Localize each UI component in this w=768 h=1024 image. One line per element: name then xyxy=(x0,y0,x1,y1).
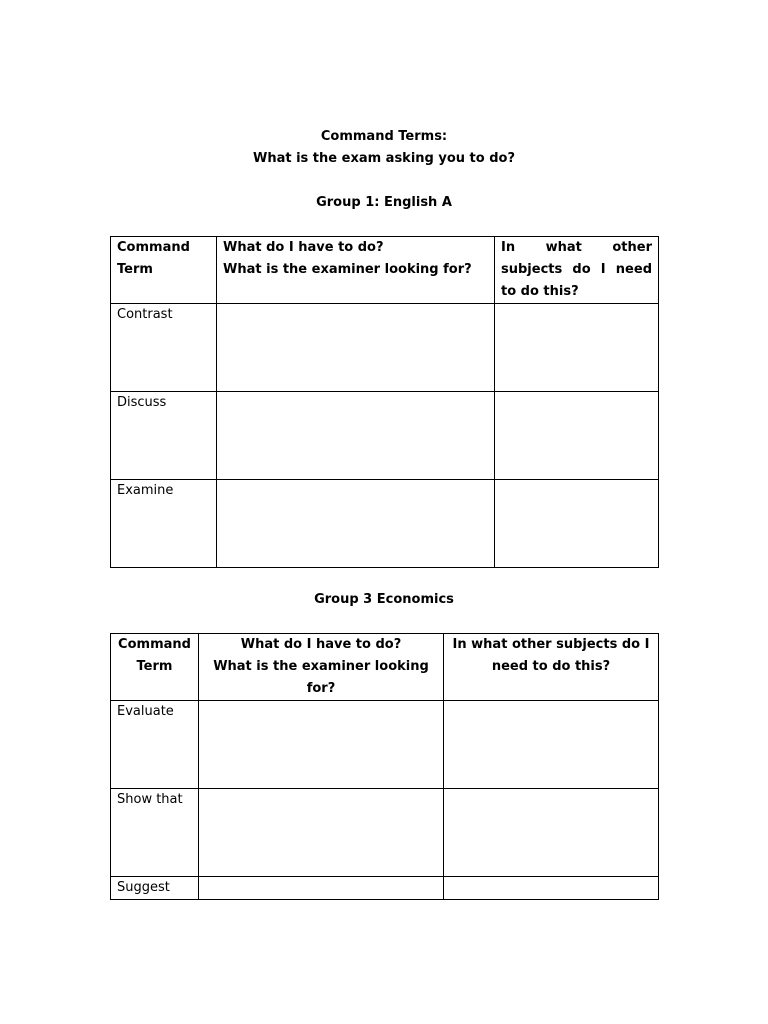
command-terms-table-group-3 xyxy=(110,633,659,900)
cell-command-term: Suggest xyxy=(111,877,199,900)
table-row xyxy=(111,480,659,568)
table-row xyxy=(111,877,659,900)
cell-what-to-do[interactable] xyxy=(199,701,444,789)
document-subtitle: What is the exam asking you to do? xyxy=(252,151,516,166)
cell-other-subjects[interactable] xyxy=(444,789,659,877)
cell-what-to-do[interactable] xyxy=(217,304,495,392)
header-command-term xyxy=(111,634,199,701)
cell-what-to-do[interactable] xyxy=(199,877,444,900)
cell-command-term: Show that xyxy=(111,789,199,877)
header-other-subjects-label: In what other subjects do I need to do this? xyxy=(501,240,652,299)
cell-other-subjects[interactable] xyxy=(444,877,659,900)
section-heading-group-3: Group 3 Economics xyxy=(314,592,454,607)
cell-what-to-do[interactable] xyxy=(199,789,444,877)
cell-other-subjects[interactable] xyxy=(444,701,659,789)
cell-command-term: Evaluate xyxy=(111,701,199,789)
cell-other-subjects[interactable] xyxy=(495,392,659,480)
section-heading-group-1: Group 1: English A xyxy=(316,195,452,210)
cell-what-to-do[interactable] xyxy=(217,480,495,568)
header-other-subjects-label: In what other subjects do I need to do this? xyxy=(452,637,650,674)
table-row xyxy=(111,701,659,789)
header-what-to-do-line1: What do I have to do? xyxy=(240,637,402,652)
header-what-to-do-line2: What is the examiner looking for? xyxy=(223,262,472,277)
header-command-term-label: Command Term xyxy=(117,240,190,277)
cell-what-to-do[interactable] xyxy=(217,392,495,480)
table-header-row xyxy=(111,237,659,304)
table-row xyxy=(111,392,659,480)
cell-other-subjects[interactable] xyxy=(495,480,659,568)
document-title: Command Terms: xyxy=(320,129,448,144)
header-command-term-label: Command Term xyxy=(118,637,191,674)
cell-other-subjects[interactable] xyxy=(495,304,659,392)
cell-command-term: Examine xyxy=(111,480,217,568)
header-what-to-do xyxy=(217,237,495,304)
header-command-term xyxy=(111,237,217,304)
command-terms-table-group-1 xyxy=(110,236,659,568)
table-header-row xyxy=(111,634,659,701)
header-what-to-do-line1: What do I have to do? xyxy=(223,240,384,255)
header-other-subjects xyxy=(444,634,659,701)
cell-command-term: Discuss xyxy=(111,392,217,480)
table-row xyxy=(111,304,659,392)
header-what-to-do-line2: What is the examiner looking for? xyxy=(213,659,429,696)
table-row xyxy=(111,789,659,877)
header-what-to-do xyxy=(199,634,444,701)
header-other-subjects xyxy=(495,237,659,304)
cell-command-term: Contrast xyxy=(111,304,217,392)
